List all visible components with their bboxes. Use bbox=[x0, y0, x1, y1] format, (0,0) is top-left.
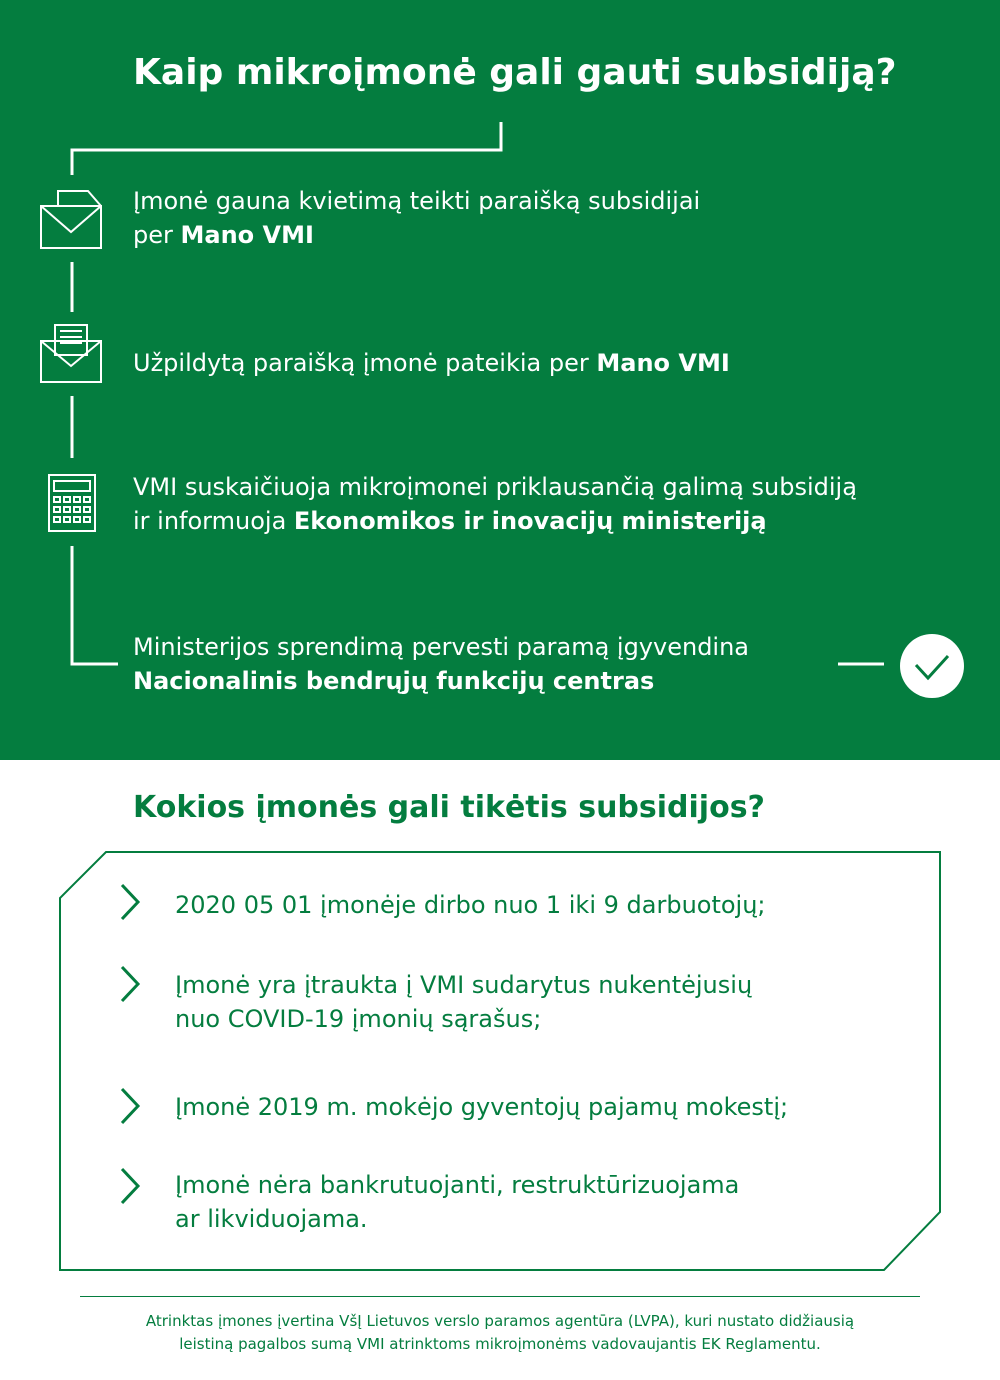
page-title: Kaip mikroįmonė gali gauti subsidiją? bbox=[133, 52, 897, 93]
title-connector bbox=[72, 122, 501, 175]
chevron-right-icon bbox=[118, 1086, 142, 1126]
chevron-right-icon bbox=[118, 964, 142, 1004]
checkmark-icon bbox=[900, 634, 964, 698]
envelope-icon bbox=[41, 191, 101, 248]
step-1: Įmonė gauna kvietimą teikti paraišką subsidijai per Mano VMI bbox=[133, 187, 701, 249]
footer-divider bbox=[80, 1296, 920, 1297]
calculator-icon bbox=[49, 475, 95, 531]
criteria-title: Kokios įmonės gali tikėtis subsidijos? bbox=[133, 790, 765, 825]
step-3: VMI suskaičiuoja mikroįmonei priklausančią galimą subsidiją ir informuoja Ekonomikos ir inovacijų ministeriją bbox=[133, 473, 857, 535]
timeline-connector bbox=[72, 546, 118, 664]
footer-note: Atrinktas įmones įvertina VšĮ Lietuvos verslo paramos agentūra (LVPA), kuri nustato didžiausią leistiną pagalbos sumą VMI atrinktoms mikroįmonėms vadovaujantis EK Reglamentu. bbox=[145, 1312, 855, 1353]
criteria-item: Įmonė nėra bankrutuojanti, restruktūrizuojama ar likviduojama. bbox=[175, 1171, 740, 1233]
step-2: Užpildytą paraišką įmonė pateikia per Mano VMI bbox=[133, 349, 730, 377]
envelope-letter-icon bbox=[41, 325, 101, 382]
step-4: Ministerijos sprendimą pervesti paramą įgyvendina Nacionalinis bendrųjų funkcijų centras bbox=[133, 633, 750, 695]
chevron-right-icon bbox=[118, 882, 142, 922]
chevron-right-icon bbox=[118, 1166, 142, 1206]
criteria-item: Įmonė 2019 m. mokėjo gyventojų pajamų mokestį; bbox=[175, 1093, 789, 1121]
criteria-item: 2020 05 01 įmonėje dirbo nuo 1 iki 9 darbuotojų; bbox=[175, 891, 766, 919]
criteria-item: Įmonė yra įtraukta į VMI sudarytus nukentėjusių nuo COVID-19 įmonių sąrašus; bbox=[175, 971, 753, 1033]
